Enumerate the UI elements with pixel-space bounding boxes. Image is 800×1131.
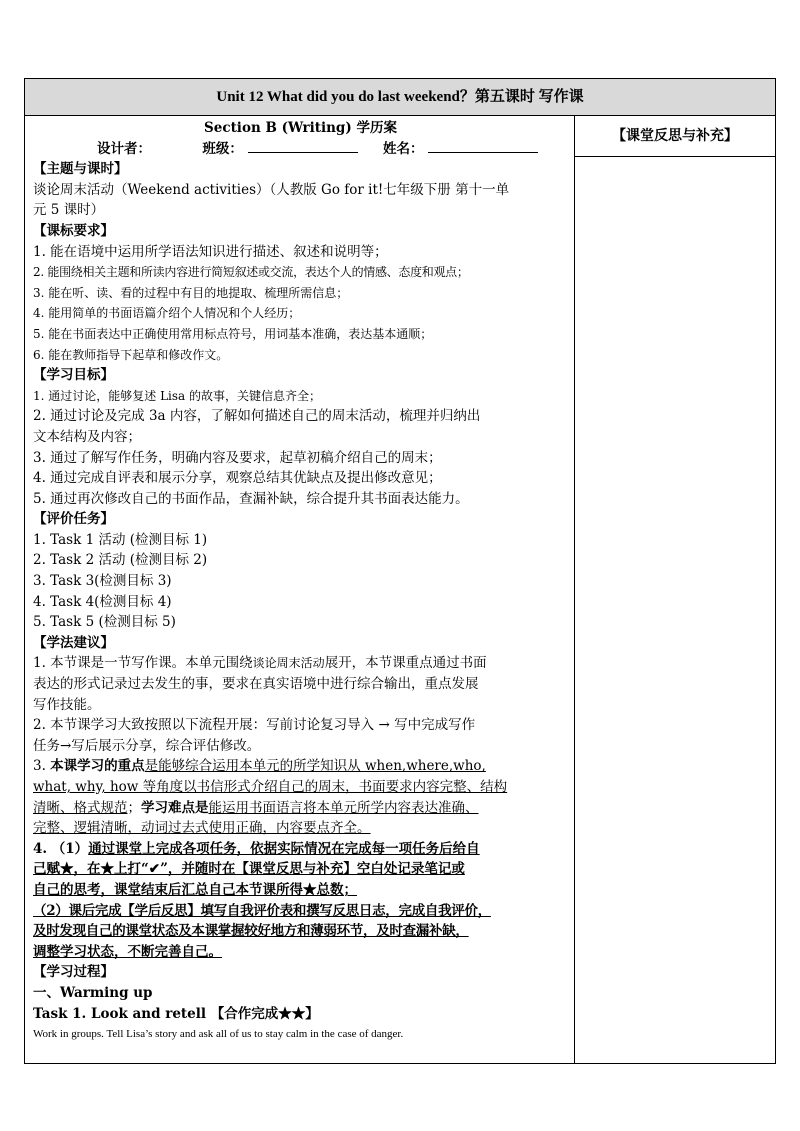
advice-line: 己赋★，在★上打“✔”，并随时在【课堂反思与补充】空白处记录笔记或 bbox=[33, 861, 465, 878]
advice-line: 调整学习状态，不断完善自己。 bbox=[33, 943, 222, 960]
lesson-title: Unit 12 What did you do last weekend？第五课时 写作课 bbox=[25, 79, 775, 116]
standard-item: 2. 能围绕相关主题和所读内容进行简短叙述或交流，表达个人的情感、态度和观点； bbox=[33, 265, 469, 280]
task-item: 2. Task 2 活动 (检测目标 2) bbox=[33, 552, 208, 569]
objectives-heading: 【学习目标】 bbox=[33, 367, 114, 384]
designer-label: 设计者： bbox=[97, 140, 151, 157]
advice-line: 4. （1）通过课堂上完成各项任务，依据实际情况在完成每一项任务后给自 bbox=[33, 840, 480, 857]
objective-item: 4. 通过完成自评表和展示分享，观察总结其优缺点及提出修改意见； bbox=[33, 470, 442, 487]
task-item: 1. Task 1 活动 (检测目标 1) bbox=[33, 531, 208, 548]
topic-line: 谈论周末活动（Weekend activities）（人教版 Go for it!七年级下册 第十一单 bbox=[33, 181, 510, 198]
task-item: 4. Task 4(检测目标 4) bbox=[33, 593, 172, 610]
standard-item: 5. 能在书面表达中正确使用常用标点符号，用词基本准确，表达基本通顺； bbox=[33, 326, 433, 341]
standard-item: 3. 能在听、读、看的过程中有目的地提取、梳理所需信息； bbox=[33, 285, 349, 300]
task-item: 3. Task 3(检测目标 3) bbox=[33, 573, 172, 590]
task-item: 5. Task 5 (检测目标 5) bbox=[33, 614, 176, 631]
advice-line: 完整、逻辑清晰，动词过去式使用正确，内容要点齐全。 bbox=[33, 820, 371, 837]
objective-item: 文本结构及内容； bbox=[33, 428, 141, 445]
tasks-heading: 【评价任务】 bbox=[33, 511, 114, 528]
advice-line: 清晰、格式规范；学习难点是能运用书面语言将本单元所学内容表达准确、 bbox=[33, 799, 479, 816]
class-field[interactable] bbox=[248, 139, 358, 153]
standard-item: 6. 能在教师指导下起草和修改作文。 bbox=[33, 347, 229, 362]
warming-up-heading: 一、Warming up bbox=[33, 984, 153, 1001]
topic-line: 元 5 课时） bbox=[33, 202, 105, 219]
objective-item: 3. 通过了解写作任务，明确内容及要求，起草初稿介绍自己的周末； bbox=[33, 449, 442, 466]
advice-line: 3. 本课学习的重点是能够综合运用本单元的所学知识从 when,where,who, bbox=[33, 758, 486, 775]
objective-item: 2. 通过讨论及完成 3a 内容，了解如何描述自己的周末活动，梳理并归纳出 bbox=[33, 408, 481, 425]
section-title: Section B (Writing) 学历案 bbox=[204, 120, 397, 136]
advice-line: 2. 本节课学习大致按照以下流程开展：写前讨论复习导入 → 写中完成写作 bbox=[33, 717, 476, 734]
advice-line: what, why, how 等角度以书信形式介绍自己的周末，书面要求内容完整、结构 bbox=[33, 779, 508, 795]
class-label: 班级： bbox=[202, 140, 243, 157]
advice-line: 1. 本节课是一节写作课。本单元围绕谈论周末活动展开，本节课重点通过书面 bbox=[33, 655, 487, 672]
form-row bbox=[33, 139, 568, 160]
advice-line: 表达的形式记录过去发生的事，要求在真实语境中进行综合输出，重点发展 bbox=[33, 676, 479, 693]
name-label: 姓名： bbox=[383, 140, 424, 157]
reflection-notes-area[interactable] bbox=[575, 157, 775, 1057]
advice-line: 写作技能。 bbox=[33, 696, 101, 713]
task1-description: Work in groups. Tell Lisa’s story and ask all of us to stay calm in the case of danger. bbox=[33, 1028, 404, 1041]
main-column bbox=[25, 116, 575, 1063]
advice-line: 自己的思考，课堂结束后汇总自己本节课所得★总数； bbox=[33, 881, 357, 898]
objective-item: 1. 通过讨论，能够复述 Lisa 的故事，关键信息齐全； bbox=[33, 388, 322, 403]
reflection-title: 【课堂反思与补充】 bbox=[575, 116, 775, 157]
advice-line: 任务→写后展示分享，综合评估修改。 bbox=[33, 737, 261, 754]
reflection-column bbox=[575, 116, 775, 1063]
advice-line: 及时发现自己的课堂状态及本课掌握较好地方和薄弱环节，及时查漏补缺， bbox=[33, 923, 469, 940]
name-field[interactable] bbox=[428, 139, 538, 153]
advice-heading: 【学法建议】 bbox=[33, 634, 114, 651]
process-heading: 【学习过程】 bbox=[33, 964, 114, 981]
standard-item: 4. 能用简单的书面语篇介绍个人情况和个人经历； bbox=[33, 306, 301, 321]
standards-heading: 【课标要求】 bbox=[33, 222, 114, 239]
standard-item: 1. 能在语境中运用所学语法知识进行描述、叙述和说明等； bbox=[33, 243, 388, 260]
document-table bbox=[24, 78, 776, 1064]
objective-item: 5. 通过再次修改自己的书面作品，查漏补缺，综合提升其书面表达能力。 bbox=[33, 490, 469, 507]
task1-heading: Task 1. Look and retell 【合作完成★★】 bbox=[33, 1005, 319, 1022]
topic-heading: 【主题与课时】 bbox=[33, 161, 128, 178]
advice-line: （2）课后完成【学后反思】填写自我评价表和撰写反思日志，完成自我评价， bbox=[33, 902, 491, 919]
